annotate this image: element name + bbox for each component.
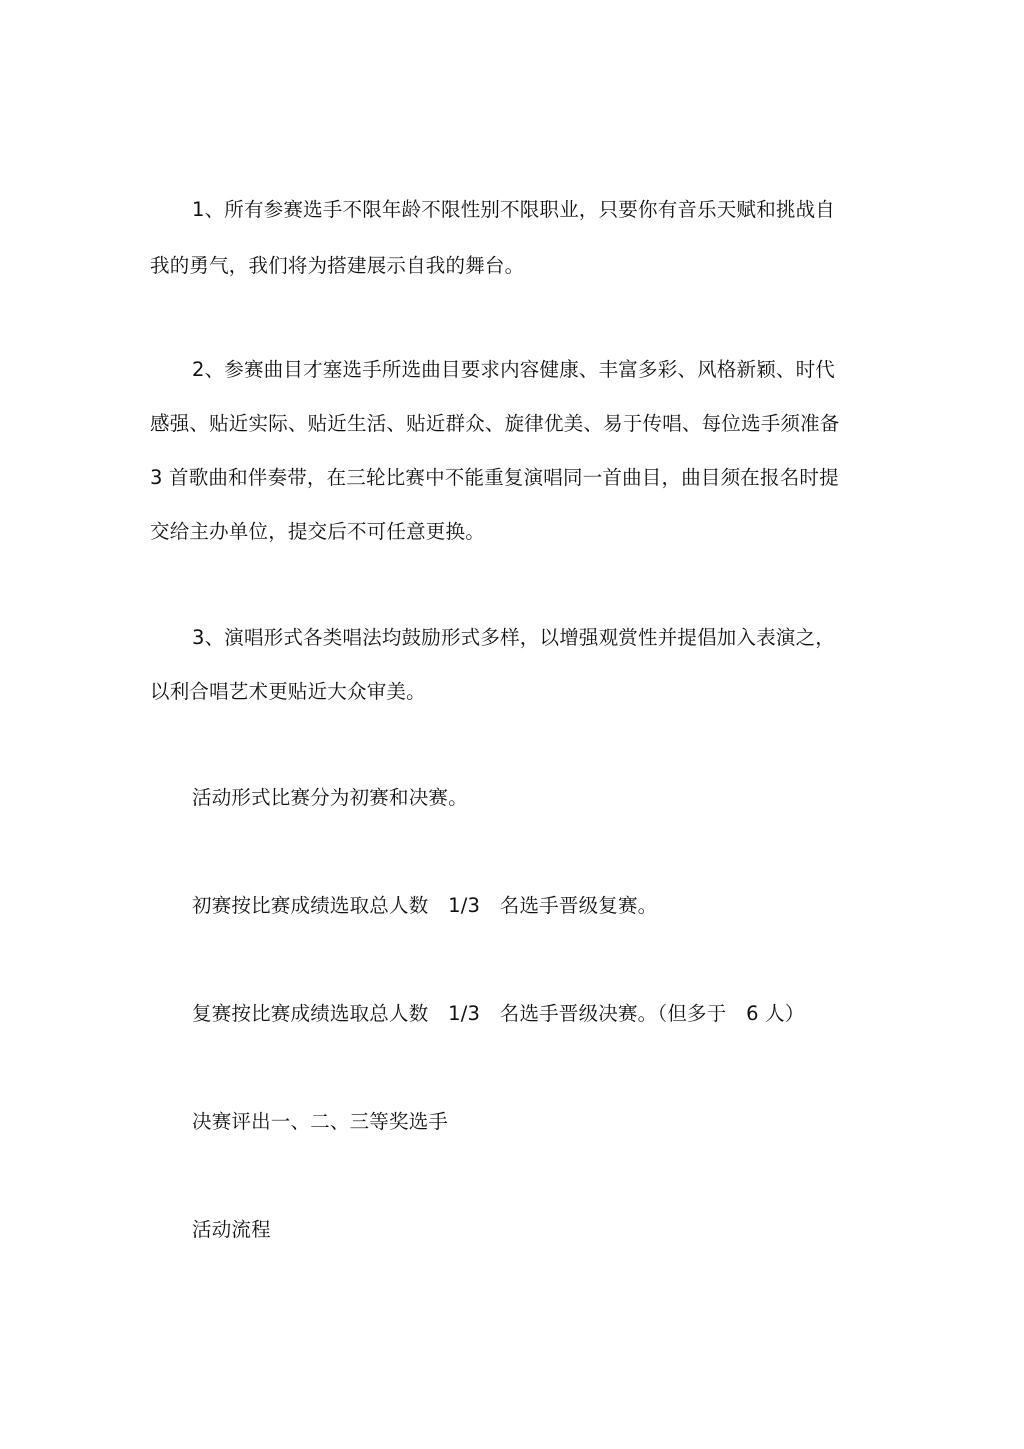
paragraph-1-line-2: 我的勇气，我们将为搭建展示自我的舞台。	[150, 254, 525, 277]
paragraph-2-line-3: 3 首歌曲和伴奏带，在三轮比赛中不能重复演唱同一首曲目，曲目须在报名时提	[150, 466, 839, 489]
paragraph-2-line-4: 交给主办单位，提交后不可任意更换。	[150, 520, 485, 543]
paragraph-3-line-1: 3、演唱形式各类唱法均鼓励形式多样，以增强观赏性并提倡加入表演之，	[192, 626, 836, 649]
activity-format-text: 活动形式比赛分为初赛和决赛。	[192, 786, 468, 809]
process-heading: 活动流程	[192, 1218, 271, 1241]
final-round-text: 决赛评出一、二、三等奖选手	[192, 1110, 449, 1133]
paragraph-3-line-2: 以利合唱艺术更贴近大众审美。	[150, 680, 426, 703]
preliminary-round-text: 初赛按比赛成绩选取总人数 1/3 名选手晋级复赛。	[192, 894, 658, 917]
paragraph-1-line-1: 1、所有参赛选手不限年龄不限性别不限职业，只要你有音乐天赋和挑战自	[192, 198, 836, 221]
paragraph-2-line-1: 2、参赛曲目才塞选手所选曲目要求内容健康、丰富多彩、风格新颖、时代	[192, 358, 836, 381]
paragraph-2-line-2: 感强、贴近实际、贴近生活、贴近群众、旋律优美、易于传唱、每位选手须准备	[150, 412, 840, 435]
semifinal-round-text: 复赛按比赛成绩选取总人数 1/3 名选手晋级决赛。（但多于 6 人）	[192, 1002, 805, 1025]
